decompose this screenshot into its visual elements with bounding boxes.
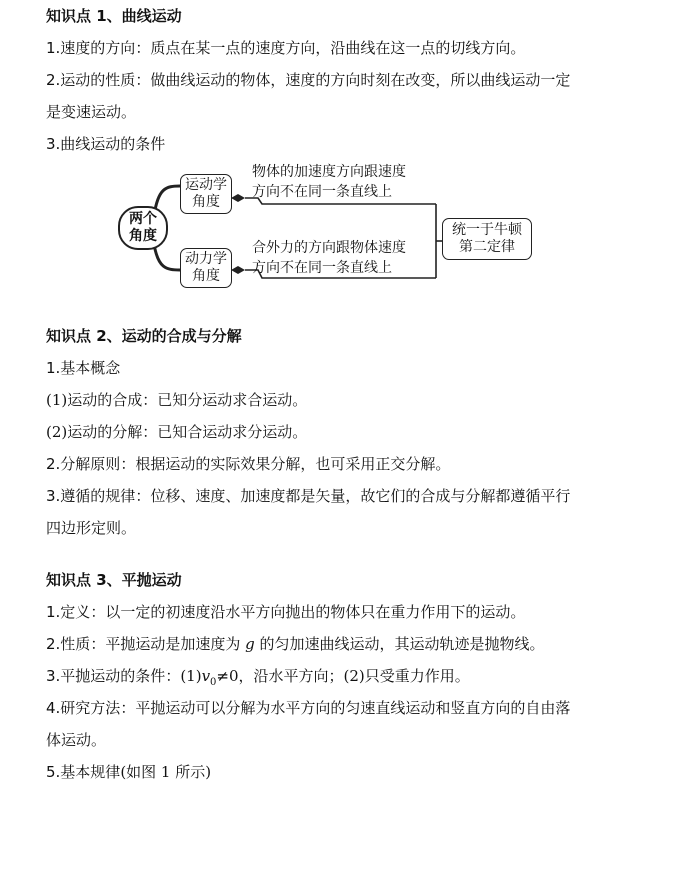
motion-nature-text-1: ：做曲线运动的物体，速度的方向时刻在改变，所以曲线运动一定 [135, 71, 571, 89]
term-curve-condition: 3.曲线运动的条件 [46, 135, 166, 153]
kinematics-condition-line-2: 方向不在同一条直线上 [252, 184, 392, 200]
nature-text-b: 的匀加速曲线运动，其运动轨迹是抛物线。 [254, 635, 545, 653]
newton-law-box-line-1: 统一于牛顿 [452, 222, 522, 238]
decomposition-principle-text: ：根据运动的实际效果分解，也可采用正交分解。 [120, 455, 451, 473]
motion-nature-text-2: 是变速运动。 [46, 103, 137, 121]
term-velocity-direction: 1.速度的方向 [46, 39, 136, 57]
curve-condition-diagram [110, 158, 540, 298]
condition-text-a: ：(1) [165, 667, 202, 685]
research-method-text-1: ：平抛运动可以分解为水平方向的匀速直线运动和竖直方向的自由落 [120, 699, 571, 717]
diamond-bottom [231, 266, 245, 274]
kinematics-condition [252, 162, 406, 202]
brace-bottom [154, 244, 180, 270]
followed-rule-text-2: 四边形定则。 [46, 519, 137, 537]
dynamics-box-line-1: 动力学 [185, 251, 227, 267]
section3-heading: 知识点 3、平抛运动 [46, 571, 182, 589]
section1-paragraph-2 [46, 70, 646, 90]
basic-laws-text: (如图 1 所示) [120, 763, 212, 781]
kinematics-box-line-1: 运动学 [185, 177, 227, 193]
condition-text-b: ≠0，沿水平方向；(2)只受重力作用。 [216, 667, 470, 685]
definition-text: ：以一定的初速度沿水平方向抛出的物体只在重力作用下的运动。 [90, 603, 526, 621]
section1-heading: 知识点 1、曲线运动 [46, 7, 182, 25]
initial-velocity-symbol: v [201, 667, 211, 685]
research-method-text-2: 体运动。 [46, 731, 107, 749]
term-definition: 1.定义 [46, 603, 91, 621]
basic-laws [46, 762, 646, 782]
followed-rule [46, 486, 646, 506]
dynamics-condition-line-2: 方向不在同一条直线上 [252, 260, 392, 276]
dynamics-condition [252, 238, 406, 278]
term-research-method: 4.研究方法 [46, 699, 121, 717]
term-basic-laws: 5.基本规律 [46, 763, 121, 781]
nature-text-a: ：平抛运动是加速度为 [90, 635, 246, 653]
motion-decomposition: (2)运动的分解：已知合运动求分运动。 [46, 423, 308, 441]
term-nature: 2.性质 [46, 635, 91, 653]
decomposition-principle [46, 454, 646, 474]
dynamics-condition-line-1: 合外力的方向跟物体速度 [252, 240, 406, 256]
followed-rule-text-1: ：位移、速度、加速度都是矢量，故它们的合成与分解都遵循平行 [135, 487, 571, 505]
center-box-line-1: 两个 [129, 211, 157, 227]
projectile-condition [46, 666, 646, 693]
gravity-symbol: g [245, 635, 255, 653]
newton-law-box-line-2: 第二定律 [459, 239, 515, 255]
diamond-top [231, 194, 245, 202]
center-box-line-2: 角度 [129, 228, 157, 244]
term-motion-nature: 2.运动的性质 [46, 71, 136, 89]
term-decomposition-principle: 2.分解原则 [46, 455, 121, 473]
motion-composition: (1)运动的合成：已知分运动求合运动。 [46, 391, 308, 409]
dynamics-box-line-2: 角度 [192, 268, 220, 284]
term-projectile-condition: 3.平抛运动的条件 [46, 667, 166, 685]
section1-paragraph-1 [46, 38, 646, 58]
kinematics-box-line-2: 角度 [192, 194, 220, 210]
kinematics-condition-line-1: 物体的加速度方向跟速度 [252, 164, 406, 180]
basic-concepts: 1.基本概念 [46, 359, 121, 377]
projectile-definition [46, 602, 646, 622]
initial-velocity-subscript: 0 [210, 677, 217, 688]
section2-heading: 知识点 2、运动的合成与分解 [46, 327, 242, 345]
dynamics-box [180, 248, 232, 288]
newton-law-box [442, 218, 532, 260]
term-followed-rule: 3.遵循的规律 [46, 487, 136, 505]
research-method [46, 698, 646, 718]
velocity-direction-text: ：质点在某一点的速度方向，沿曲线在这一点的切线方向。 [135, 39, 526, 57]
kinematics-box [180, 174, 232, 214]
center-box [118, 206, 168, 250]
projectile-nature [46, 634, 646, 654]
